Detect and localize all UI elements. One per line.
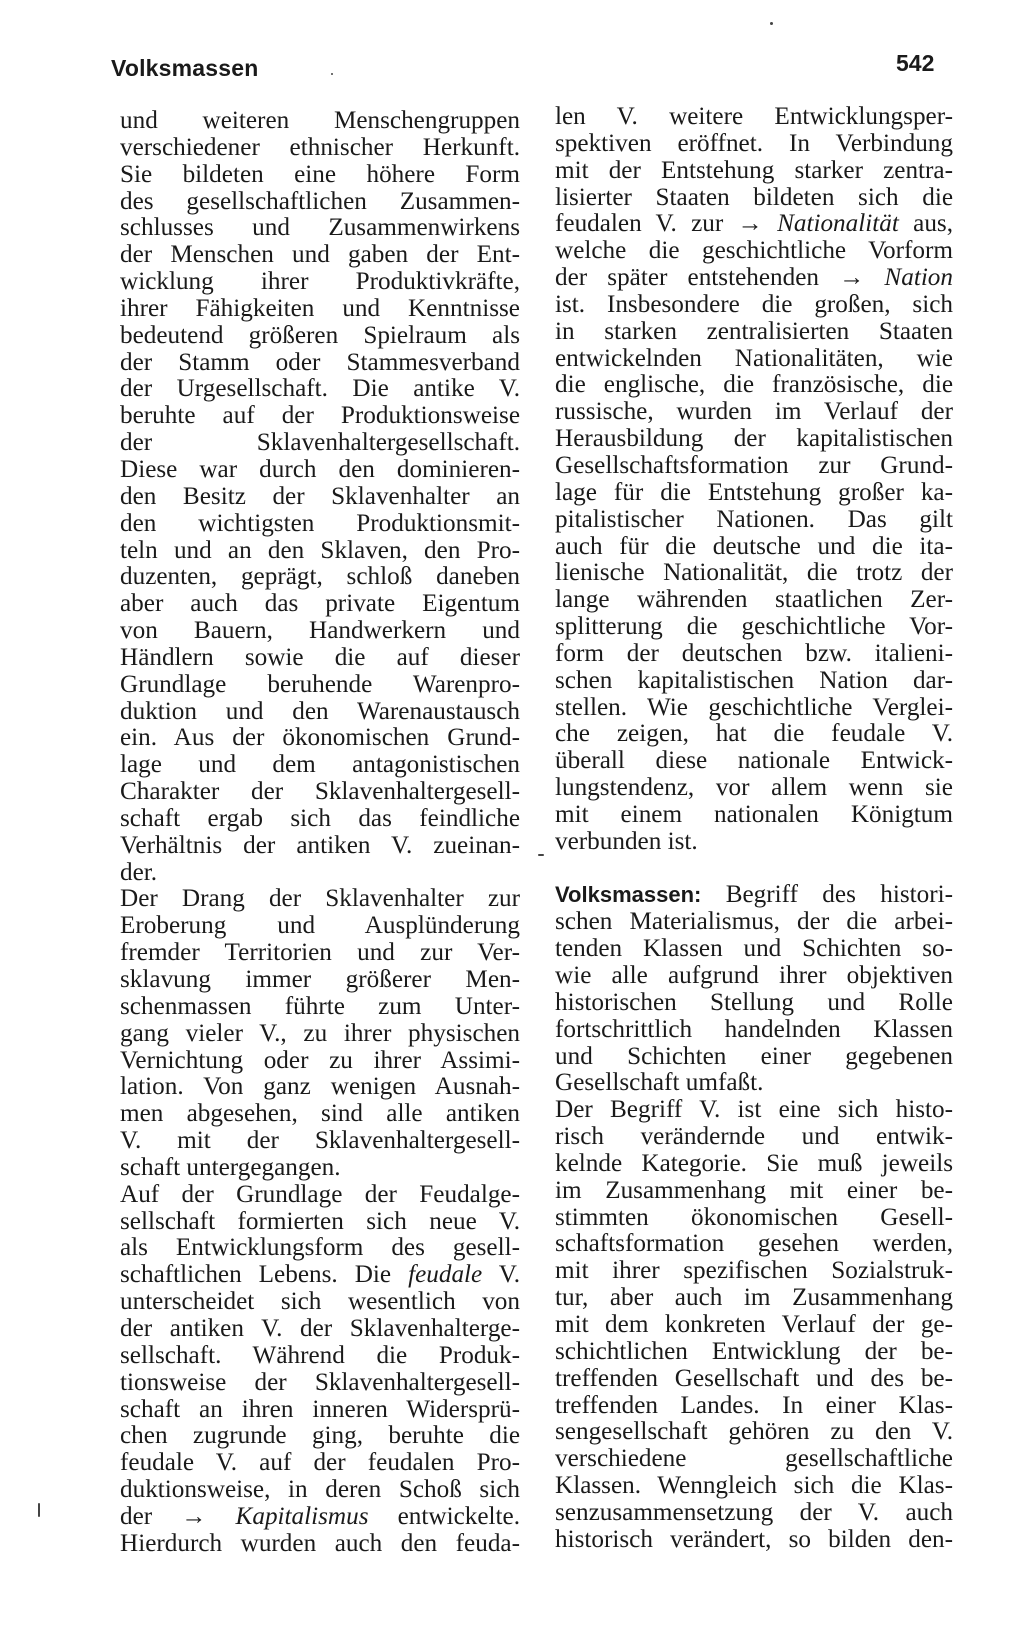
text-line: treffenden Landes. In einer Klas- (555, 1391, 953, 1419)
text-line: lungstendenz, vor allem wenn sie (555, 774, 953, 802)
entry-headword: Volksmassen: (555, 882, 702, 908)
text-line: fortschrittlich handelnden Klassen (555, 1015, 953, 1043)
text-line: lage für die Entstehung großer ka- (555, 478, 953, 506)
text-line: schaft untergegangen. (120, 1153, 341, 1181)
text-line: der Stamm oder Stammesverband (120, 348, 520, 376)
text-line: beruhte auf der Produktionsweise (120, 402, 520, 430)
text-line (555, 265, 953, 292)
text-line: sellschaft. Während die Produk- (120, 1341, 520, 1369)
text-line: schaft ergab sich das feindliche (120, 804, 520, 832)
text-line (120, 1262, 520, 1289)
text-line: ist. Insbesondere die großen, sich (555, 290, 953, 318)
text-line: Eroberung und Ausplünderung (120, 912, 520, 940)
text-line: schen kapitalistischen Nation dar- (555, 666, 953, 694)
text-line: verschiedener ethnischer Herkunft. (120, 133, 520, 161)
text-line: Verhältnis der antiken V. zueinan- (120, 831, 520, 859)
page-number: 542 (896, 50, 935, 76)
text-line: mit dem konkreten Verlauf der ge- (555, 1310, 953, 1338)
text-line: sellschaft formierten sich neue V. (120, 1207, 520, 1235)
text-line: Vernichtung oder zu ihrer Assimi- (120, 1046, 520, 1074)
text-line: tenden Klassen und Schichten so- (555, 935, 953, 963)
text-line: bedeutend größeren Spielraum als (120, 321, 520, 349)
print-speck (538, 854, 544, 856)
text-line: der Urgesellschaft. Die antike V. (120, 375, 520, 403)
text-line: in starken zentralisierten Staaten (555, 317, 953, 345)
text-line: der Sklavenhaltergesellschaft. (120, 429, 520, 457)
text-line: schaft an ihren inneren Widersprü- (120, 1395, 520, 1423)
line-segment: entwickelte. (397, 1502, 520, 1530)
running-head: Volksmassen (111, 55, 259, 81)
text-line: verschiedene gesellschaftliche (555, 1445, 953, 1473)
text-line: der. (120, 858, 158, 886)
text-line: duktionsweise, in deren Schoß sich (120, 1476, 520, 1504)
cross-reference-link[interactable]: Nationalität (777, 210, 899, 238)
text-line: kelnde Kategorie. Sie muß jeweils (555, 1149, 953, 1177)
text-line: entwickelnden Nationalitäten, wie (555, 344, 953, 372)
text-line (555, 211, 953, 238)
text-line: Klassen. Wenngleich sich die Klas- (555, 1472, 953, 1500)
text-line: unterscheidet sich wesentlich von (120, 1288, 520, 1316)
text-line: ein. Aus der ökonomischen Grund- (120, 724, 520, 752)
line-segment: der → (120, 1502, 207, 1530)
text-line: Diese war durch den dominieren- (120, 455, 520, 483)
text-line: Gesellschaft umfaßt. (555, 1069, 764, 1097)
text-line: stellen. Wie geschichtliche Verglei- (555, 693, 953, 721)
text-line: Grundlage beruhende Warenpro- (120, 670, 520, 698)
text-line: und Schichten einer gegebenen (555, 1042, 953, 1070)
right-column (555, 104, 953, 1554)
print-speck (331, 73, 333, 75)
text-line: Sie bildeten eine höhere Form (120, 160, 520, 188)
text-line: tionsweise der Sklavenhaltergesell- (120, 1368, 520, 1396)
text-line: welche die geschichtliche Vorform (555, 237, 953, 265)
text-line: len V. weitere Entwicklungsper- (555, 103, 953, 130)
line-segment: V. (498, 1261, 521, 1289)
text-line: schen Materialismus, der die arbei- (555, 908, 953, 936)
text-line (120, 1504, 520, 1531)
text-line: Charakter der Sklavenhaltergesell- (120, 778, 520, 806)
text-line: form der deutschen bzw. italieni- (555, 639, 953, 667)
text-line: schichtlichen Entwicklung der be- (555, 1337, 953, 1365)
text-line: sengesellschaft gehören zu den V. (555, 1418, 953, 1446)
text-line: lange währenden staatlichen Zer- (555, 586, 953, 614)
text-line: ihrer Fähigkeiten und Kenntnisse (120, 294, 520, 322)
text-line: lienische Nationalität, die trotz der (555, 559, 953, 587)
text-line: V. mit der Sklavenhaltergesell- (120, 1127, 520, 1155)
text-line: mit einem nationalen Königtum (555, 800, 953, 828)
text-line: gang vieler V., zu ihrer physischen (120, 1019, 520, 1047)
text-line: sklavung immer größerer Men- (120, 966, 520, 993)
text-line: risch verändernde und entwik- (555, 1123, 953, 1151)
emphasis-term: feudale (408, 1261, 483, 1289)
text-line: historisch verändert, so bilden den- (555, 1525, 953, 1553)
text-line: historischen Stellung und Rolle (555, 988, 953, 1016)
print-speck (770, 22, 773, 25)
text-line: senzusammensetzung der V. auch (555, 1498, 953, 1526)
text-line: spektiven eröffnet. In Verbindung (555, 129, 953, 157)
text-line: lisierter Staaten bildeten sich die (555, 183, 953, 211)
text-line: Auf der Grundlage der Feudalge- (120, 1180, 520, 1208)
line-segment: aus, (913, 210, 954, 238)
line-segment: schaftlichen Lebens. Die (120, 1261, 392, 1289)
text-line: lage und dem antagonistischen (120, 751, 520, 779)
line-segment: Begriff des histori- (725, 881, 953, 909)
text-line: von Bauern, Handwerkern und (120, 617, 520, 645)
text-line: Händlern sowie die auf dieser (120, 643, 520, 671)
print-speck (38, 1503, 40, 1517)
text-line: russische, wurden im Verlauf der (555, 398, 953, 426)
text-line: stimmten ökonomischen Gesell- (555, 1203, 953, 1231)
text-line: splitterung die geschichtliche Vor- (555, 613, 953, 641)
paragraph-gap (555, 856, 953, 883)
text-line: und weiteren Menschengruppen (120, 107, 520, 134)
text-line: fremder Territorien und zur Ver- (120, 939, 520, 967)
text-line: des gesellschaftlichen Zusammen- (120, 187, 520, 215)
line-segment: feudalen V. zur → (555, 210, 763, 238)
text-line: pitalistischer Nationen. Das gilt (555, 505, 953, 533)
text-line: Der Begriff V. ist eine sich histo- (555, 1096, 953, 1124)
text-line: Herausbildung der kapitalistischen (555, 425, 953, 453)
cross-reference-link[interactable]: Nation (884, 264, 953, 292)
line-segment: der später entstehenden → (555, 264, 865, 292)
cross-reference-link[interactable]: Kapitalismus (235, 1502, 369, 1530)
text-line: wicklung ihrer Produktivkräfte, (120, 268, 520, 296)
text-line: überall diese nationale Entwick- (555, 747, 953, 775)
text-line: als Entwicklungsform des gesell- (120, 1234, 520, 1262)
text-line: Gesellschaftsformation zur Grund- (555, 451, 953, 479)
text-line: che zeigen, hat die feudale V. (555, 720, 953, 748)
text-line: der antiken V. der Sklavenhalterge- (120, 1314, 520, 1342)
text-line: wie alle aufgrund ihrer objektiven (555, 962, 953, 989)
text-line: mit ihrer spezifischen Sozialstruk- (555, 1257, 953, 1285)
text-line: duzenten, geprägt, schloß daneben (120, 563, 520, 591)
left-column (120, 108, 520, 1558)
text-line: die englische, die französische, die (555, 371, 953, 399)
text-line: im Zusammenhang mit einer be- (555, 1176, 953, 1204)
text-line: men abgesehen, sind alle antiken (120, 1100, 520, 1128)
text-line: duktion und den Warenaustausch (120, 697, 520, 725)
text-line: chen zugrunde ging, beruhte die (120, 1422, 520, 1450)
text-line: den Besitz der Sklavenhalter an (120, 482, 520, 510)
text-line: schlusses und Zusammenwirkens (120, 214, 520, 242)
text-line: mit der Entstehung starker zentra- (555, 156, 953, 184)
text-line: treffenden Gesellschaft und des be- (555, 1364, 953, 1392)
text-line: Der Drang der Sklavenhalter zur (120, 885, 520, 913)
text-line (555, 882, 953, 909)
text-line: den wichtigsten Produktionsmit- (120, 509, 520, 537)
text-line: schenmassen führte zum Unter- (120, 992, 520, 1020)
text-line: verbunden ist. (555, 827, 698, 855)
text-line: lation. Von ganz wenigen Ausnah- (120, 1073, 520, 1101)
text-line: Hierdurch wurden auch den feuda- (120, 1529, 520, 1557)
text-line: teln und an den Sklaven, den Pro- (120, 536, 520, 564)
text-line: feudale V. auf der feudalen Pro- (120, 1449, 520, 1477)
text-line: schaftsformation gesehen werden, (555, 1230, 953, 1258)
text-line: auch für die deutsche und die ita- (555, 532, 953, 560)
text-line: tur, aber auch im Zusammenhang (555, 1284, 953, 1312)
text-line: aber auch das private Eigentum (120, 590, 520, 618)
text-line: der Menschen und gaben der Ent- (120, 241, 520, 269)
